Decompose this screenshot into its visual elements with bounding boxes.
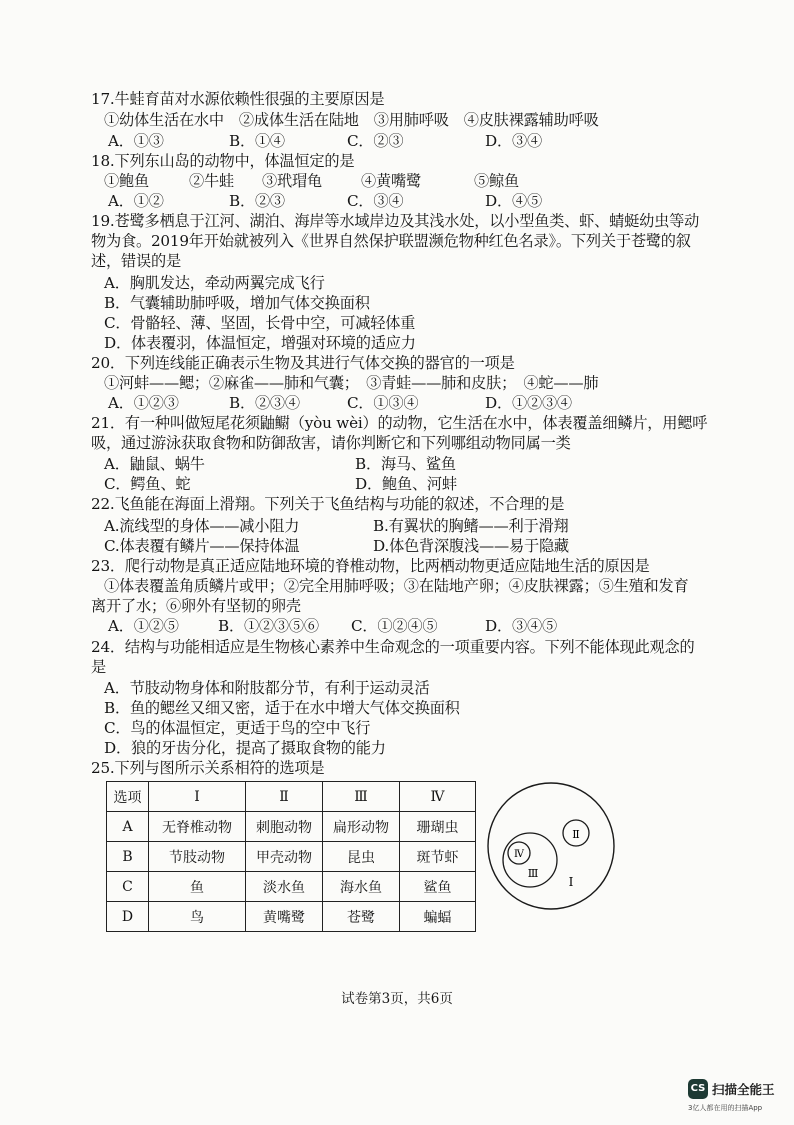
table-header-cell: Ⅳ [400,782,476,812]
q17-option-a: A．①③ [108,132,164,150]
q25-options-table [106,781,476,932]
q20-option-c: C．①③④ [347,394,419,412]
table-header-cell: Ⅲ [323,782,400,812]
table-cell: 苍鹭 [323,902,400,932]
q18-option-b: B．②③ [229,192,285,210]
q17-option-d: D．③④ [485,132,542,150]
label-2: Ⅱ [572,828,580,841]
q19-option-d: D．体表覆羽，体温恒定，增强对环境的适应力 [104,334,416,352]
q17-option-c: C．②③ [347,132,404,150]
q20-option-a: A．①②③ [108,394,179,412]
q24-option-a: A．节肢动物身体和附肢都分节，有利于运动灵活 [104,679,430,697]
q24-option-b: B．鱼的鳃丝又细又密，适于在水中增大气体交换面积 [104,699,460,717]
q18-option-d: D．④⑤ [485,192,542,210]
q23-option-d: D．③④⑤ [485,617,557,635]
table-header-cell: Ⅰ [149,782,246,812]
q22-option-c: C.体表覆有鳞片——保持体温 [104,537,300,555]
q24-stem-line-2: 是 [91,658,106,676]
q17-items: ①幼体生活在水中 ②成体生活在陆地 ③用肺呼吸 ④皮肤裸露辅助呼吸 [104,111,599,129]
table-cell: A [107,812,149,842]
table-row [107,872,476,902]
q18-item-5: ⑤鲸鱼 [474,172,519,190]
scanner-tagline: 3亿人都在用的扫描App [688,1104,763,1112]
table-cell: 黄嘴鹭 [246,902,323,932]
table-cell: 鸟 [149,902,246,932]
q23-option-c: C．①②④⑤ [351,617,438,635]
table-row [107,842,476,872]
q24-stem-line-1: 24．结构与功能相适应是生物核心素养中生命观念的一项重要内容。下列不能体现此观念的 [91,638,695,656]
table-cell: B [107,842,149,872]
table-cell: 蝙蝠 [400,902,476,932]
table-cell: 鱼 [149,872,246,902]
q23-option-a: A．①②⑤ [108,617,179,635]
q22-option-b: B.有翼状的胸鳍——利于滑翔 [373,517,569,535]
q20-stem: 20．下列连线能正确表示生物及其进行气体交换的器官的一项是 [91,354,515,372]
q22-option-d: D.体色背深腹浅——易于隐藏 [373,537,569,555]
q20-items: ①河蚌——鳃；②麻雀——肺和气囊； ③青蛙——肺和皮肤； ④蛇——肺 [104,374,599,392]
scanner-app-name: 扫描全能王 [712,1082,775,1097]
table-cell: 刺胞动物 [246,812,323,842]
q20-option-b: B．②③④ [229,394,300,412]
q21-stem-line-1: 21．有一种叫做短尾花须鼬鳚（yòu wèi）的动物，它生活在水中，体表覆盖细鳞片，用鳃呼 [91,414,708,432]
q19-stem-line-3: 述，错误的是 [91,252,181,270]
q21-option-a: A．鼬鼠、蜗牛 [104,455,205,473]
q22-option-a: A.流线型的身体——减小阻力 [104,517,300,535]
table-cell: 海水鱼 [323,872,400,902]
label-1: Ⅰ [568,875,574,889]
q21-option-d: D．鲍鱼、河蚌 [355,475,457,493]
page-footer: 试卷第3页，共6页 [341,991,453,1007]
table-row [107,902,476,932]
label-4: Ⅳ [514,849,524,860]
q24-option-c: C．鸟的体温恒定，更适于鸟的空中飞行 [104,719,371,737]
q23-stem-line-2: ①体表覆盖角质鳞片或甲；②完全用肺呼吸；③在陆地产卵；④皮肤裸露；⑤生殖和发育 [104,577,689,595]
q18-stem: 18.下列东山岛的动物中，体温恒定的是 [91,152,355,170]
q24-option-d: D．狼的牙齿分化，提高了摄取食物的能力 [104,739,386,757]
q23-stem-line-3: 离开了水；⑥卵外有坚韧的卵壳 [91,597,301,615]
table-cell: 斑节虾 [400,842,476,872]
q20-option-d: D．①②③④ [485,394,572,412]
q19-stem-line-1: 19.苍鹭多栖息于江河、湖泊、海岸等水域岸边及其浅水处，以小型鱼类、虾、蜻蜓幼虫等动 [91,212,700,230]
q19-option-a: A．胸肌发达，牵动两翼完成飞行 [104,274,325,292]
q21-option-b: B．海马、鲨鱼 [355,455,456,473]
q23-option-b: B．①②③⑤⑥ [218,617,319,635]
table-cell: 甲壳动物 [246,842,323,872]
q21-stem-line-2: 吸，通过游泳获取食物和防御敌害，请你判断它和下列哪组动物同属一类 [91,434,571,452]
q17-option-b: B．①④ [229,132,285,150]
q18-item-4: ④黄嘴鹭 [361,172,421,190]
q18-item-2: ②牛蛙 [189,172,234,190]
table-cell: D [107,902,149,932]
q18-option-c: C．③④ [347,192,404,210]
q18-item-3: ③玳瑁龟 [262,172,322,190]
table-cell: 节肢动物 [149,842,246,872]
q17-stem: 17.牛蛙育苗对水源依赖性很强的主要原因是 [91,90,385,108]
table-cell: 淡水鱼 [246,872,323,902]
table-cell: 无脊椎动物 [149,812,246,842]
q18-option-a: A．①② [108,192,164,210]
scanner-logo-icon: CS [688,1079,708,1099]
q23-stem-line-1: 23．爬行动物是真正适应陆地环境的脊椎动物，比两栖动物更适应陆地生活的原因是 [91,557,650,575]
table-header-cell: Ⅱ [246,782,323,812]
table-cell: 扁形动物 [323,812,400,842]
table-header-row [107,782,476,812]
table-header-cell: 选项 [107,782,149,812]
q18-item-1: ①鲍鱼 [104,172,149,190]
table-row [107,812,476,842]
q19-stem-line-2: 物为食。2019年开始就被列入《世界自然保护联盟濒危物种红色名录》。下列关于苍鹭的叙 [91,232,691,250]
q22-stem: 22.飞鱼能在海面上滑翔。下列关于飞鱼结构与功能的叙述，不合理的是 [91,495,565,513]
q25-venn-diagram [485,780,625,920]
table-cell: 昆虫 [323,842,400,872]
q19-option-b: B．气囊辅助肺呼吸，增加气体交换面积 [104,294,370,312]
q21-option-c: C．鳄鱼、蛇 [104,475,191,493]
table-cell: 鲨鱼 [400,872,476,902]
table-cell: C [107,872,149,902]
q25-stem: 25.下列与图所示关系相符的选项是 [91,759,325,777]
label-3: Ⅲ [527,867,539,880]
table-cell: 珊瑚虫 [400,812,476,842]
scanner-watermark [688,1077,788,1117]
q19-option-c: C．骨骼轻、薄、坚固，长骨中空，可减轻体重 [104,314,416,332]
